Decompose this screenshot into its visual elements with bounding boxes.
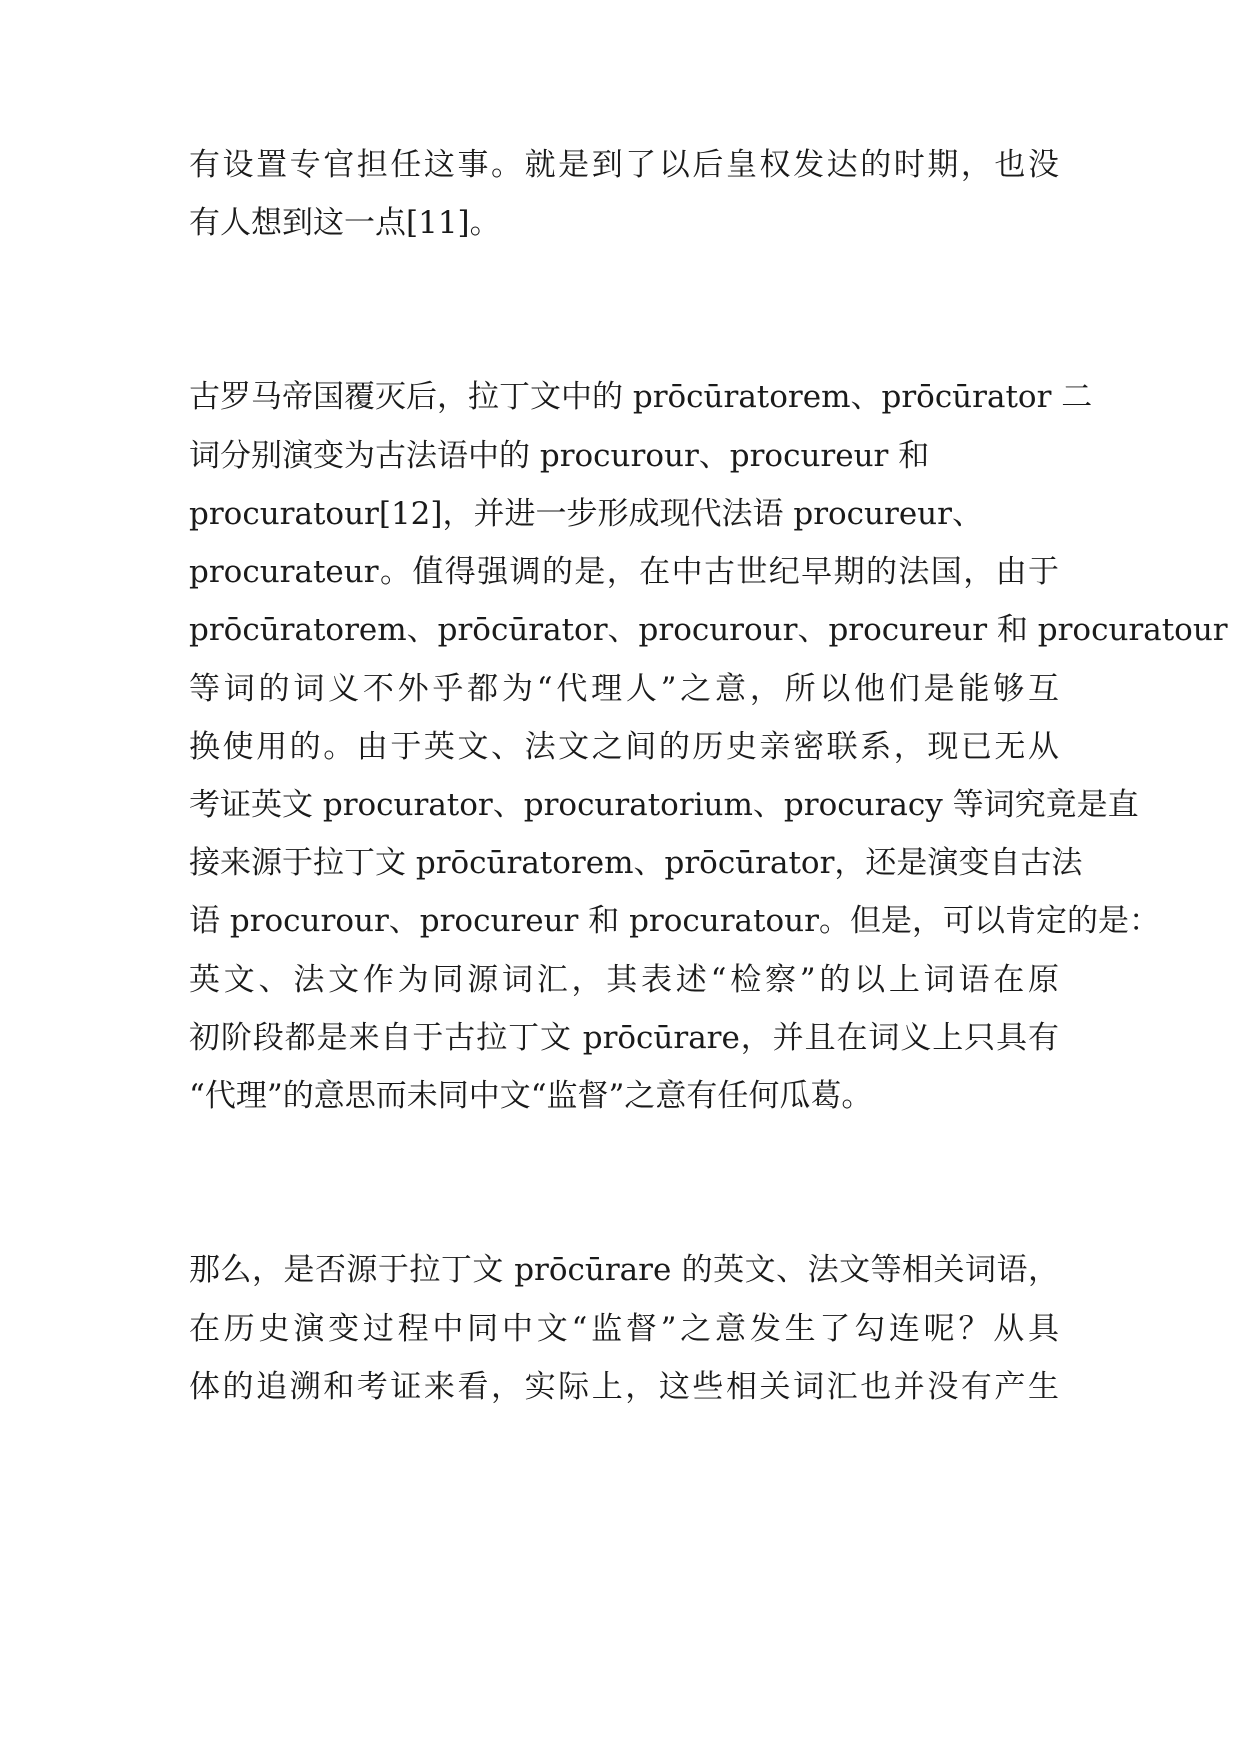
text-line: 等词的词义不外乎都为“代理人”之意，所以他们是能够互 xyxy=(189,671,1059,707)
text-line: 语 procurour、procureur 和 procuratour。但是，可以肯定的是： xyxy=(189,903,1160,939)
text-line: 接来源于拉丁文 prōcūratorem、prōcūrator，还是演变自古法 xyxy=(189,845,1083,881)
text-line: 在历史演变过程中同中文“监督”之意发生了勾连呢？从具 xyxy=(189,1311,1059,1347)
text-line: 那么，是否源于拉丁文 prōcūrare 的英文、法文等相关词语， xyxy=(189,1252,1059,1288)
text-line: 词分别演变为古法语中的 procurour、procureur 和 xyxy=(189,438,930,474)
text-line: 有人想到这一点[11]。 xyxy=(189,205,501,241)
text-line: “代理”的意思而未同中文“监督”之意有任何瓜葛。 xyxy=(189,1078,873,1114)
text-line: 体的追溯和考证来看，实际上，这些相关词汇也并没有产生 xyxy=(189,1369,1059,1405)
text-line: 英文、法文作为同源词汇，其表述“检察”的以上词语在原 xyxy=(189,962,1059,998)
text-line: 古罗马帝国覆灭后，拉丁文中的 prōcūratorem、prōcūrator 二 xyxy=(189,379,1093,415)
text-line: prōcūratorem、prōcūrator、procurour、procureur 和 procuratour xyxy=(189,612,1228,648)
text-line: procuratour[12]，并进一步形成现代法语 procureur、 xyxy=(189,496,983,532)
text-line: procurateur。值得强调的是，在中古世纪早期的法国，由于 xyxy=(189,554,1059,590)
text-line: 初阶段都是来自于古拉丁文 prōcūrare，并且在词义上只具有 xyxy=(189,1020,1059,1056)
text-line: 考证英文 procurator、procuratorium、procuracy 等词究竟是直 xyxy=(189,787,1139,823)
text-line: 有设置专官担任这事。就是到了以后皇权发达的时期，也没 xyxy=(189,147,1059,183)
text-line: 换使用的。由于英文、法文之间的历史亲密联系，现已无从 xyxy=(189,729,1059,765)
